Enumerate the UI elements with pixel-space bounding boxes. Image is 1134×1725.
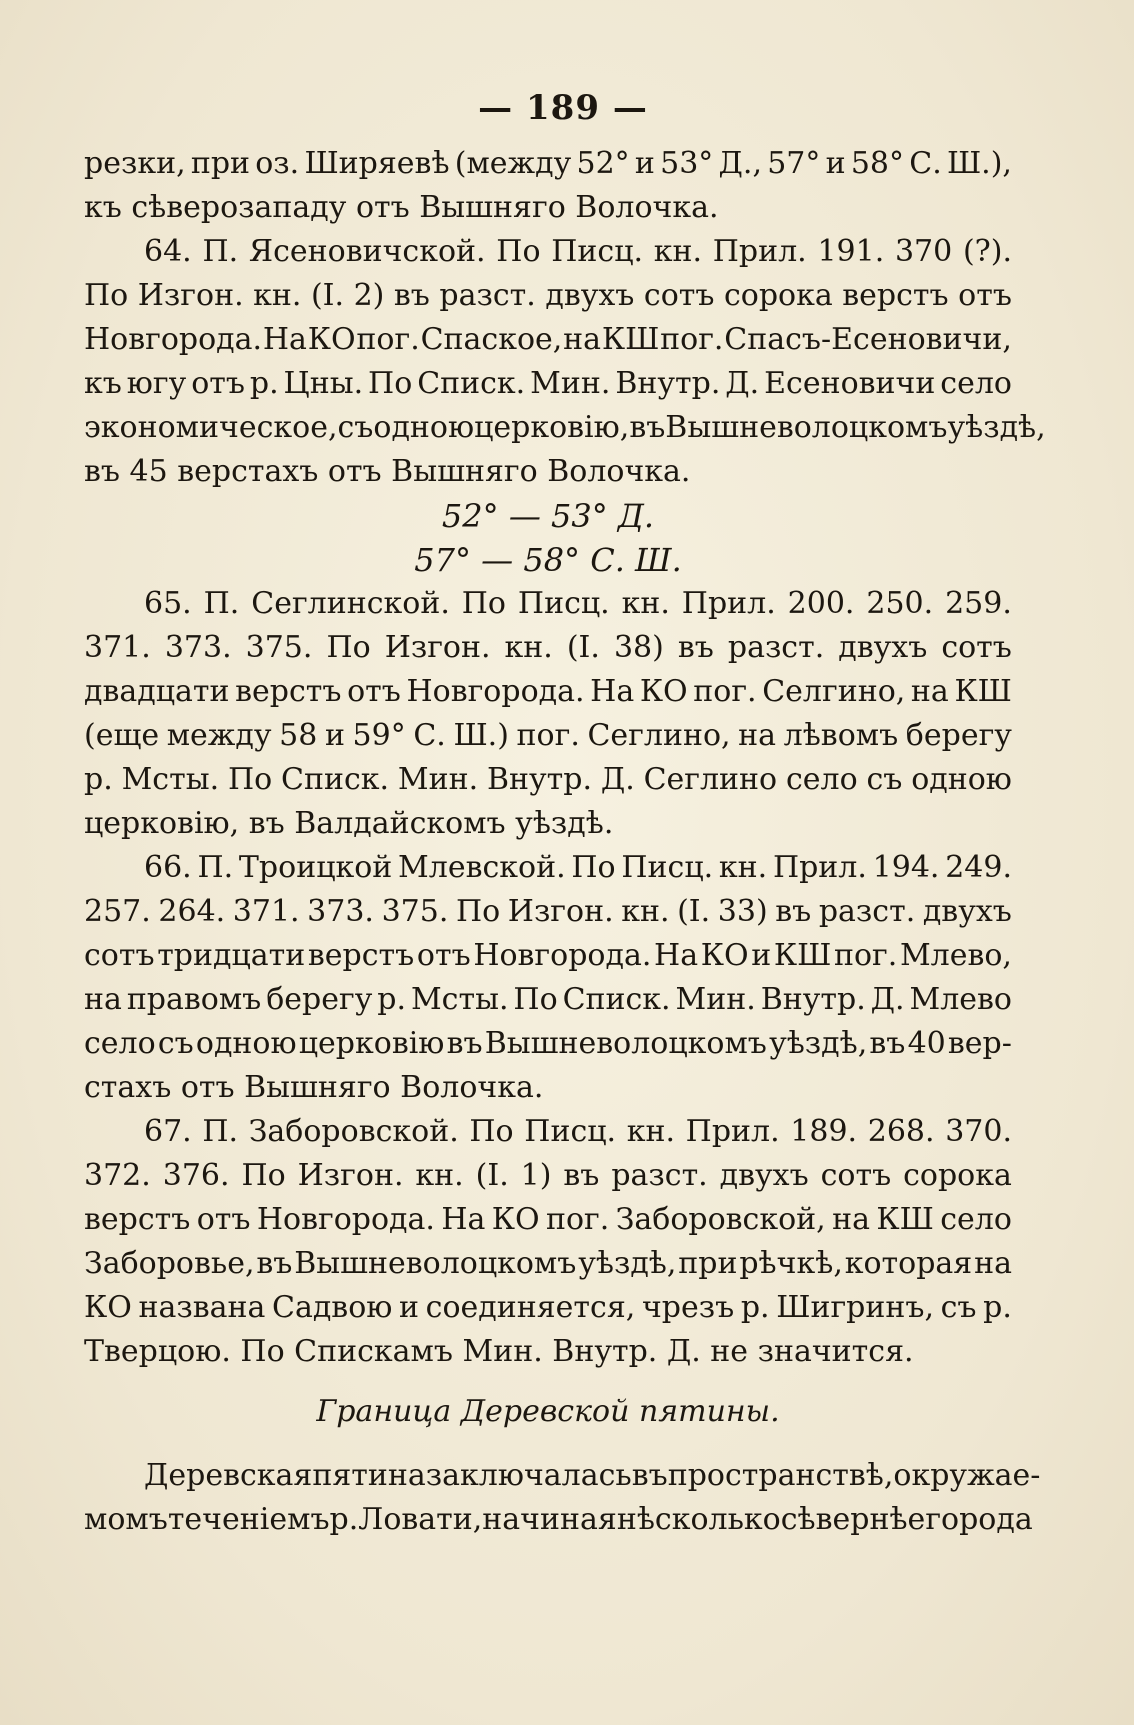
text-line: Новгорода. На КО пог. Спаское, на КШ пог. Спасъ-Есеновичи, — [84, 322, 1012, 357]
text-line: верстъ отъ Новгорода. На КО пог. Заборовской, на КШ село — [84, 1202, 1012, 1237]
text-line: 67. П. Заборовской. По Писц. кн. Прил. 189. 268. 370. — [144, 1114, 1012, 1149]
text-line: 57° — 58° С. Ш. — [414, 541, 682, 579]
text-line: въ 45 верстахъ отъ Вышняго Волочка. — [84, 454, 691, 489]
text-line: Граница Деревской пятины. — [316, 1394, 780, 1429]
text-line: 66. П. Троицкой Млевской. По Писц. кн. Прил. 194. 249. — [144, 850, 1012, 885]
text-line: резки, при оз. Ширяевѣ (между 52° и 53° Д., 57° и 58° С. Ш.), — [84, 146, 1012, 181]
text-line: къ сѣверозападу отъ Вышняго Волочка. — [84, 190, 719, 225]
page-body — [84, 142, 1046, 1542]
text-line: экономическое, съ одною церковiю, въ Вышневолоцкомъ уѣздѣ, — [84, 410, 1046, 445]
text-line: сотъ тридцати верстъ отъ Новгорода. На КО и КШ пог. Млево, — [84, 938, 1012, 973]
text-line: КО названа Садвою и соединяется, чрезъ р. Шигринъ, съ р. — [84, 1290, 1012, 1325]
text-line: (еще между 58 и 59° С. Ш.) пог. Сеглино, на лѣвомъ берегу — [84, 718, 1012, 753]
text-line: 371. 373. 375. По Изгон. кн. (I. 38) въ разст. двухъ сотъ — [84, 630, 1012, 665]
text-line: 257. 264. 371. 373. 375. По Изгон. кн. (I. 33) въ разст. двухъ — [84, 894, 1012, 929]
page-number: — 189 — — [478, 88, 648, 128]
text-line: Тверцою. По Спискамъ Мин. Внутр. Д. не значится. — [84, 1334, 914, 1369]
text-line: стахъ отъ Вышняго Волочка. — [84, 1070, 544, 1105]
text-line: Деревская пятина заключалась въ пространствѣ, окружае- — [144, 1458, 1041, 1493]
text-line: Заборовье, въ Вышневолоцкомъ уѣздѣ, при рѣчкѣ, которая на — [84, 1246, 1012, 1281]
text-line: на правомъ берегу р. Мсты. По Списк. Мин. Внутр. Д. Млево — [84, 982, 1012, 1017]
text-line: двадцати верстъ отъ Новгорода. На КО пог. Селгино, на КШ — [84, 674, 1012, 709]
text-line: 64. П. Ясеновичской. По Писц. кн. Прил. 191. 370 (?). — [144, 234, 1012, 269]
text-line: 372. 376. По Изгон. кн. (I. 1) въ разст. двухъ сотъ сорока — [84, 1158, 1012, 1193]
text-line: церковiю, въ Валдайскомъ уѣздѣ. — [84, 806, 614, 841]
text-line: село съ одною церковiю въ Вышневолоцкомъ уѣздѣ, въ 40 вер- — [84, 1026, 1012, 1061]
text-line: 65. П. Сеглинской. По Писц. кн. Прил. 200. 250. 259. — [144, 586, 1012, 621]
text-line: По Изгон. кн. (I. 2) въ разст. двухъ сотъ сорока верстъ отъ — [84, 278, 1012, 313]
text-line: р. Мсты. По Списк. Мин. Внутр. Д. Сеглино село съ одною — [84, 762, 1012, 797]
text-line: 52° — 53° Д. — [441, 497, 655, 535]
text-line: къ югу отъ р. Цны. По Списк. Мин. Внутр. Д. Есеновичи село — [84, 366, 1012, 401]
text-line: момъ теченiемъ р. Ловати, начиная нѣсколько сѣвернѣе города — [84, 1502, 1033, 1537]
